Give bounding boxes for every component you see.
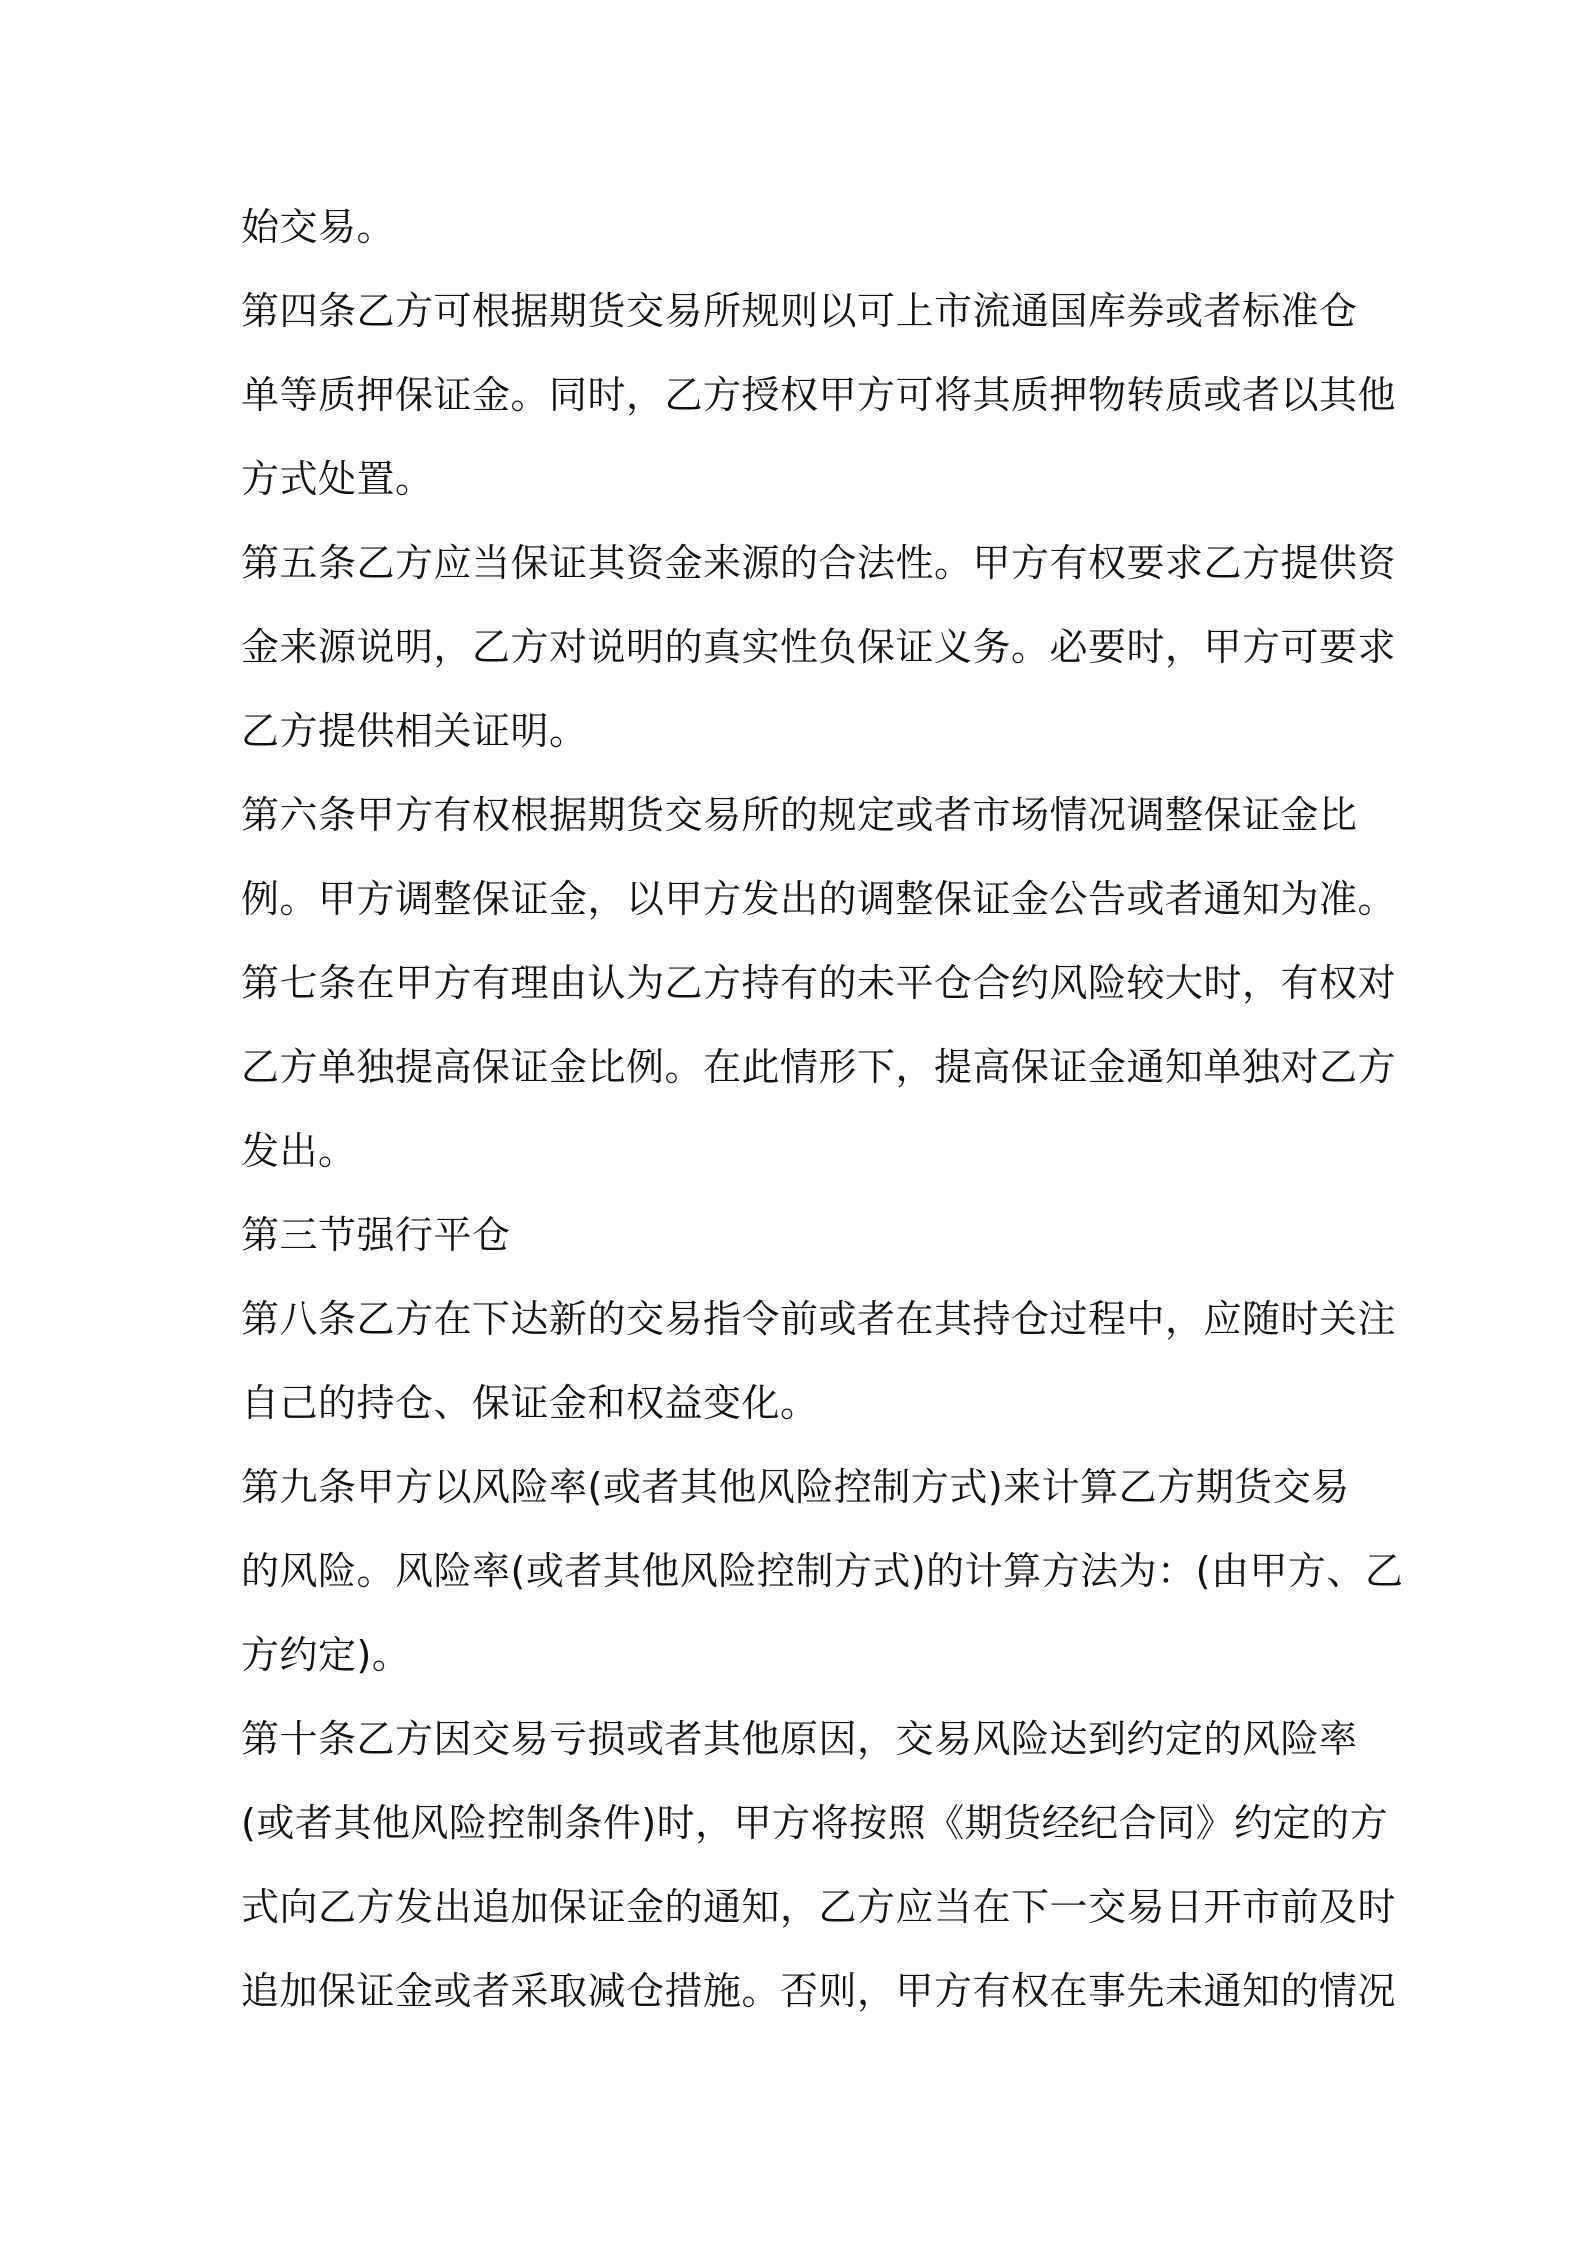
document-body	[241, 185, 1404, 2033]
article-5-line-3: 乙方提供相关证明。	[241, 709, 588, 753]
article-9-line-1: 第九条甲方以风险率(或者其他风险控制方式)来计算乙方期货交易	[241, 1465, 1350, 1509]
article-7-line-3: 发出。	[241, 1129, 357, 1173]
article-9-line-3: 方约定)。	[241, 1633, 411, 1677]
article-9-line-2: 的风险。风险率(或者其他风险控制方式)的计算方法为：(由甲方、乙	[241, 1549, 1404, 1593]
article-8-line-1: 第八条乙方在下达新的交易指令前或者在其持仓过程中，应随时关注	[241, 1297, 1397, 1341]
article-10-line-1: 第十条乙方因交易亏损或者其他原因，交易风险达到约定的风险率	[241, 1717, 1358, 1761]
article-6-line-2: 例。甲方调整保证金，以甲方发出的调整保证金公告或者通知为准。	[241, 877, 1397, 921]
text-line: 始交易。	[241, 205, 396, 249]
article-6-line-1: 第六条甲方有权根据期货交易所的规定或者市场情况调整保证金比	[241, 793, 1358, 837]
article-4-line-2: 单等质押保证金。同时，乙方授权甲方可将其质押物转质或者以其他	[241, 373, 1397, 417]
article-5-line-1: 第五条乙方应当保证其资金来源的合法性。甲方有权要求乙方提供资	[241, 541, 1397, 585]
article-10-line-4: 追加保证金或者采取减仓措施。否则，甲方有权在事先未通知的情况	[241, 1969, 1397, 2013]
article-8-line-2: 自己的持仓、保证金和权益变化。	[241, 1381, 819, 1425]
article-7-line-1: 第七条在甲方有理由认为乙方持有的未平仓合约风险较大时，有权对	[241, 961, 1397, 1005]
article-5-line-2: 金来源说明，乙方对说明的真实性负保证义务。必要时，甲方可要求	[241, 625, 1397, 669]
article-10-line-3: 式向乙方发出追加保证金的通知，乙方应当在下一交易日开市前及时	[241, 1885, 1397, 1929]
article-4-line-3: 方式处置。	[241, 457, 434, 501]
article-10-line-2: (或者其他风险控制条件)时，甲方将按照《期货经纪合同》约定的方	[241, 1801, 1389, 1845]
article-7-line-2: 乙方单独提高保证金比例。在此情形下，提高保证金通知单独对乙方	[241, 1045, 1397, 1089]
article-4-line-1: 第四条乙方可根据期货交易所规则以可上市流通国库券或者标准仓	[241, 289, 1358, 333]
section-heading: 第三节强行平仓	[241, 1213, 511, 1257]
